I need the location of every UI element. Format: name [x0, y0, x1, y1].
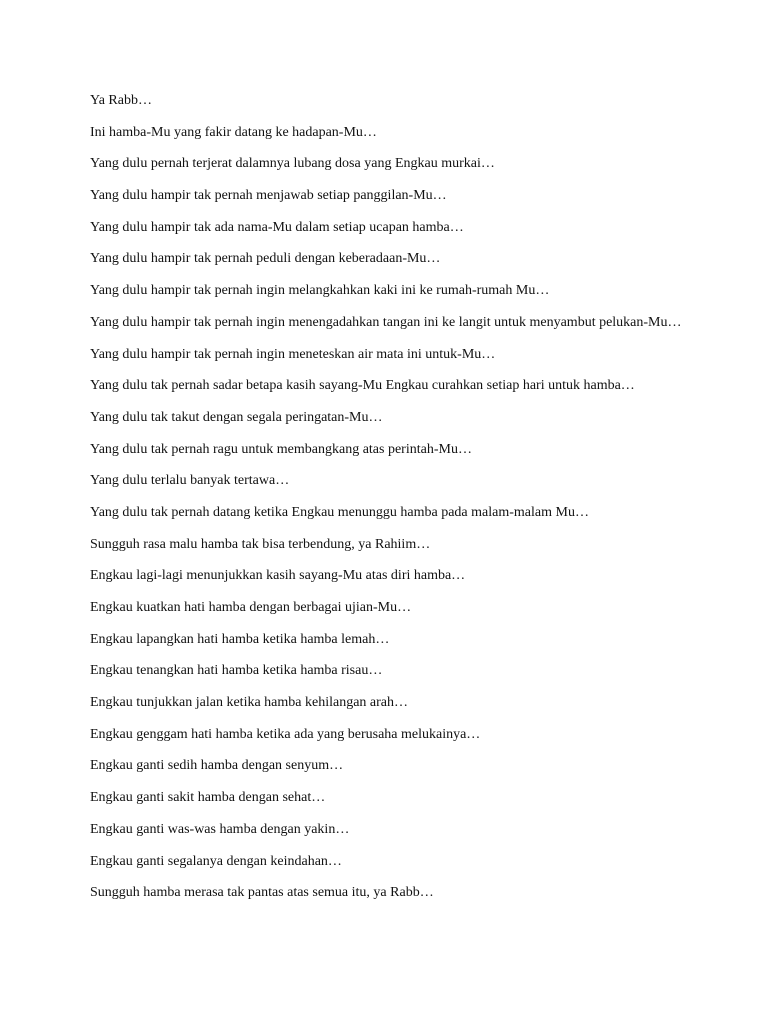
poem-line: Ini hamba-Mu yang fakir datang ke hadapan-Mu… [90, 124, 377, 140]
poem-line: Ya Rabb… [90, 93, 152, 108]
poem-line: Sungguh rasa malu hamba tak bisa terbendung, ya Rahiim… [90, 536, 431, 552]
poem-line: Engkau kuatkan hati hamba dengan berbagai ujian-Mu… [90, 600, 412, 615]
poem-line: Sungguh hamba merasa tak pantas atas semua itu, ya Rabb… [90, 885, 434, 901]
poem-line: Yang dulu terlalu banyak tertawa… [90, 473, 290, 489]
poem-line: Engkau lapangkan hati hamba ketika hamba lemah… [90, 631, 390, 647]
poem-line: Yang dulu hampir tak pernah ingin menengadahkan tangan ini ke langit untuk menyambut pelukan-Mu… [90, 314, 682, 330]
poem-line: Yang dulu tak pernah datang ketika Engkau menunggu hamba pada malam-malam Mu… [90, 504, 589, 520]
poem-line: Yang dulu hampir tak pernah ingin meneteskan air mata ini untuk-Mu… [90, 346, 496, 362]
poem-text-block [90, 91, 750, 915]
poem-line: Engkau ganti was-was hamba dengan yakin… [90, 821, 350, 837]
poem-line: Yang dulu hampir tak pernah peduli dengan keberadaan-Mu… [90, 251, 441, 267]
poem-line: Engkau tenangkan hati hamba ketika hamba risau… [90, 663, 383, 679]
poem-line: Engkau genggam hati hamba ketika ada yang berusaha melukainya… [90, 726, 481, 742]
poem-line: Yang dulu pernah terjerat dalamnya lubang dosa yang Engkau murkai… [90, 156, 495, 172]
poem-line: Engkau ganti sedih hamba dengan senyum… [90, 758, 344, 774]
poem-line: Yang dulu hampir tak pernah menjawab setiap panggilan-Mu… [90, 188, 447, 204]
poem-line: Engkau tunjukkan jalan ketika hamba kehilangan arah… [90, 695, 409, 711]
poem-line: Engkau lagi-lagi menunjukkan kasih sayang-Mu atas diri hamba… [90, 568, 466, 584]
poem-line: Yang dulu tak takut dengan segala peringatan-Mu… [90, 409, 383, 425]
poem-line: Yang dulu hampir tak pernah ingin melangkahkan kaki ini ke rumah-rumah Mu… [90, 283, 550, 299]
poem-line: Yang dulu hampir tak ada nama-Mu dalam setiap ucapan hamba… [90, 219, 464, 235]
poem-line: Yang dulu tak pernah ragu untuk membangkang atas perintah-Mu… [90, 441, 472, 457]
poem-line: Engkau ganti segalanya dengan keindahan… [90, 853, 342, 869]
poem-line: Yang dulu tak pernah sadar betapa kasih sayang-Mu Engkau curahkan setiap hari untuk hamba… [90, 378, 635, 394]
poem-line: Engkau ganti sakit hamba dengan sehat… [90, 790, 326, 806]
